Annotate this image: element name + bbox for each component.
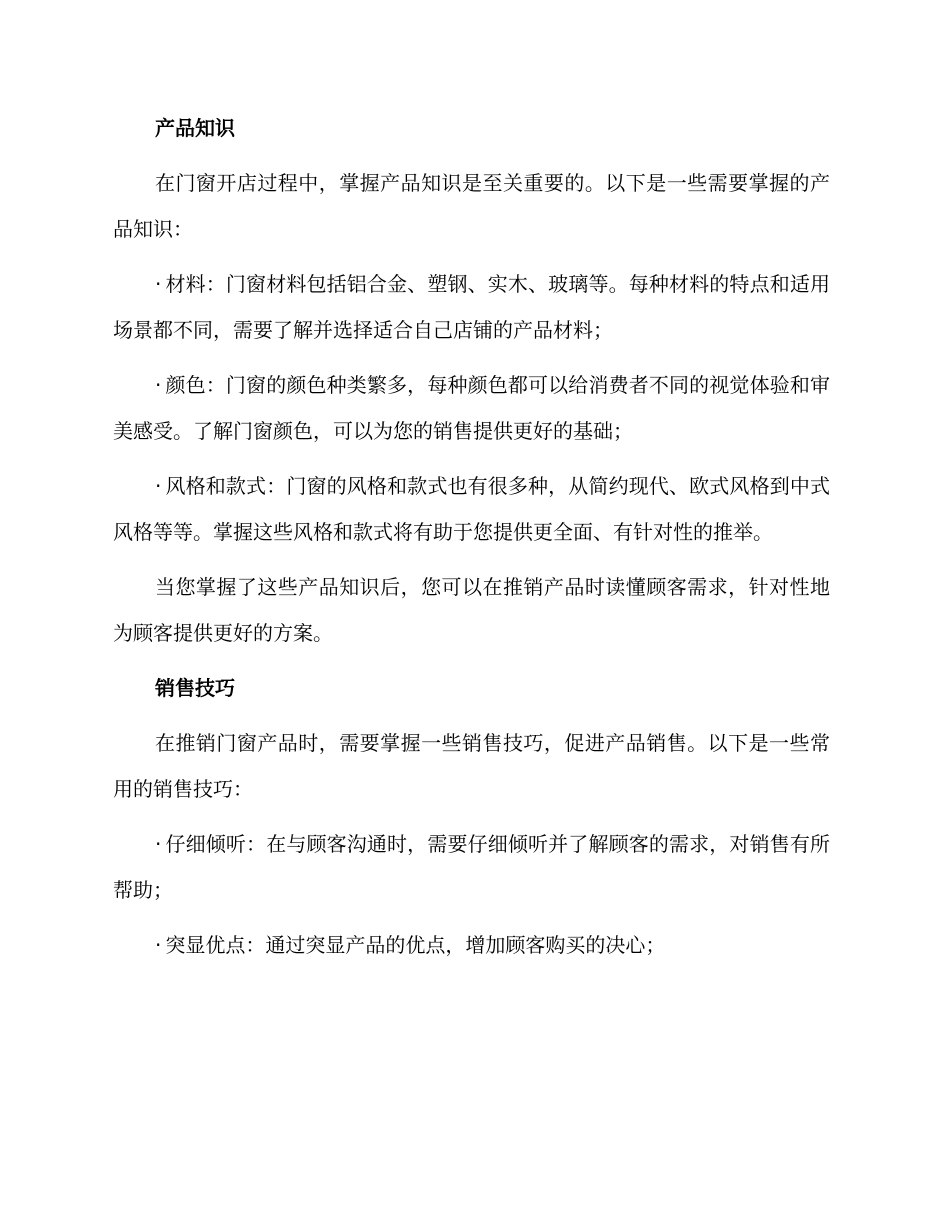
bullet-item-text: 突显优点：通过突显产品的优点，增加顾客购买的决心；: [165, 933, 666, 957]
bullet-item-text: 风格和款式：门窗的风格和款式也有很多种，从简约现代、欧式风格到中式风格等等。掌握这些风格和款式将有助于您提供更全面、有针对性的推举。: [113, 474, 830, 544]
bullet-item-text: 颜色：门窗的颜色种类繁多，每种颜色都可以给消费者不同的视觉体验和审美感受。了解门窗颜色，可以为您的销售提供更好的基础；: [113, 373, 830, 443]
bullet-icon: ·: [155, 933, 162, 957]
document-page: [113, 105, 830, 977]
section-intro: 在门窗开店过程中，掌握产品知识是至关重要的。以下是一些需要掌握的产品知识：: [113, 171, 830, 241]
bullet-icon: ·: [155, 474, 162, 498]
bullet-item-colors: [113, 362, 830, 454]
bullet-item-styles: [113, 463, 830, 555]
bullet-item-highlight: [113, 922, 830, 968]
bullet-icon: ·: [155, 373, 162, 397]
section-heading-sales-skills: 销售技巧: [155, 676, 235, 700]
bullet-item-materials: [113, 261, 830, 353]
bullet-icon: ·: [155, 832, 162, 856]
bullet-item-listen: [113, 821, 830, 913]
bullet-icon: ·: [155, 272, 162, 296]
section-heading-product-knowledge: 产品知识: [155, 116, 235, 140]
section-intro: 在推销门窗产品时，需要掌握一些销售技巧，促进产品销售。以下是一些常用的销售技巧：: [113, 731, 830, 801]
bullet-item-text: 仔细倾听：在与顾客沟通时，需要仔细倾听并了解顾客的需求，对销售有所帮助；: [113, 832, 830, 902]
section-outro: 当您掌握了这些产品知识后，您可以在推销产品时读懂顾客需求，针对性地为顾客提供更好的方案。: [113, 575, 830, 645]
bullet-item-text: 材料：门窗材料包括铝合金、塑钢、实木、玻璃等。每种材料的特点和适用场景都不同，需要了解并选择适合自己店铺的产品材料；: [113, 272, 830, 342]
